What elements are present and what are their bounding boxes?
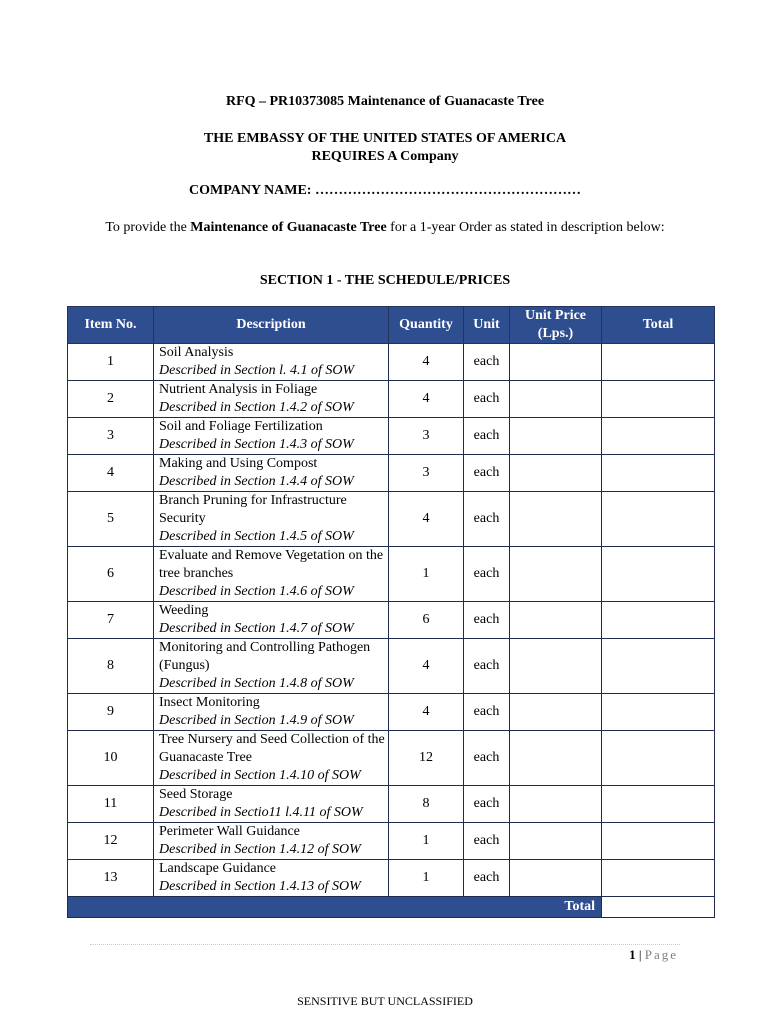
item-sow-reference: Described in Section 1.4.3 of SOW [159,437,354,452]
total-cell[interactable] [602,639,715,694]
unit-price-cell[interactable] [510,786,602,823]
company-name-field: COMPANY NAME: ………………………………………………… [189,183,581,198]
table-row [68,418,715,455]
footer-divider [90,944,680,945]
item-quantity: 4 [389,344,464,381]
table-row [68,344,715,381]
item-number: 8 [68,639,154,694]
table-header-row [68,307,715,344]
table-total-row [68,897,715,918]
item-quantity: 3 [389,455,464,492]
table-row [68,694,715,731]
item-unit: each [464,492,510,547]
item-quantity: 4 [389,381,464,418]
item-description [154,786,389,823]
total-cell[interactable] [602,602,715,639]
item-quantity: 4 [389,639,464,694]
item-number: 13 [68,860,154,897]
total-cell[interactable] [602,860,715,897]
item-number: 7 [68,602,154,639]
section-title: SECTION 1 - THE SCHEDULE/PRICES [259,273,511,288]
item-title: Monitoring and Controlling Pathogen (Fungus) [159,640,371,673]
table-row [68,786,715,823]
unit-price-cell[interactable] [510,418,602,455]
item-title: Branch Pruning for Infrastructure Security [159,493,347,526]
intro-suffix: for a 1-year Order as stated in description below: [386,220,665,235]
page-number-value: 1 [629,947,636,962]
total-cell[interactable] [602,823,715,860]
item-quantity: 8 [389,786,464,823]
item-sow-reference: Described in Section 1.4.7 of SOW [159,621,354,636]
item-description [154,547,389,602]
item-description [154,344,389,381]
intro-paragraph [90,219,680,237]
item-sow-reference: Described in Section 1.4.12 of SOW [159,842,361,857]
item-sow-reference: Described in Section 1.4.4 of SOW [159,474,354,489]
item-unit: each [464,786,510,823]
item-unit: each [464,418,510,455]
item-description [154,731,389,786]
item-description [154,823,389,860]
item-title: Soil Analysis [159,345,234,360]
table-row [68,547,715,602]
item-quantity: 1 [389,547,464,602]
unit-price-cell[interactable] [510,455,602,492]
total-cell[interactable] [602,694,715,731]
schedule-table [67,306,715,918]
item-quantity: 12 [389,731,464,786]
item-sow-reference: Described in Section 1.4.5 of SOW [159,529,354,544]
classification-footer: SENSITIVE BUT UNCLASSIFIED [297,994,473,1008]
page-separator: | [638,947,642,962]
header-total: Total [602,307,715,344]
document-title: RFQ – PR10373085 Maintenance of Guanacaste Tree [225,94,545,109]
item-quantity: 1 [389,823,464,860]
intro-prefix: To provide the [105,220,191,235]
item-number: 10 [68,731,154,786]
table-row [68,381,715,418]
embassy-line-2: REQUIRES A Company [311,149,459,164]
header-unit-price-line2: (Lps.) [537,326,574,341]
item-title: Evaluate and Remove Vegetation on the tree branches [159,548,384,581]
item-number: 1 [68,344,154,381]
total-cell[interactable] [602,381,715,418]
total-cell[interactable] [602,731,715,786]
unit-price-cell[interactable] [510,344,602,381]
item-description [154,694,389,731]
unit-price-cell[interactable] [510,860,602,897]
item-quantity: 6 [389,602,464,639]
item-description [154,455,389,492]
item-description [154,418,389,455]
item-unit: each [464,381,510,418]
item-quantity: 3 [389,418,464,455]
item-number: 9 [68,694,154,731]
item-unit: each [464,823,510,860]
unit-price-cell[interactable] [510,639,602,694]
table-row [68,731,715,786]
header-quantity: Quantity [389,307,464,344]
item-description [154,860,389,897]
header-unit-price-line1: Unit Price [524,308,587,323]
embassy-heading [0,130,770,166]
unit-price-cell[interactable] [510,602,602,639]
item-unit: each [464,639,510,694]
unit-price-cell[interactable] [510,547,602,602]
item-title: Soil and Foliage Fertilization [159,419,323,434]
item-quantity: 1 [389,860,464,897]
page-number [629,947,678,963]
item-title: Seed Storage [159,787,233,802]
header-item-no: Item No. [68,307,154,344]
embassy-line-1: THE EMBASSY OF THE UNITED STATES OF AMERICA [203,131,567,146]
item-sow-reference: Described in Sectio11 l.4.11 of SOW [159,805,363,820]
page-label: Page [644,947,678,962]
item-number: 11 [68,786,154,823]
item-unit: each [464,344,510,381]
unit-price-cell[interactable] [510,694,602,731]
item-sow-reference: Described in Section 1.4.13 of SOW [159,879,361,894]
item-unit: each [464,694,510,731]
item-unit: each [464,860,510,897]
unit-price-cell[interactable] [510,731,602,786]
item-number: 12 [68,823,154,860]
unit-price-cell[interactable] [510,381,602,418]
table-row [68,639,715,694]
header-unit: Unit [464,307,510,344]
table-row [68,823,715,860]
item-sow-reference: Described in Section 1.4.10 of SOW [159,768,361,783]
item-sow-reference: Described in Section 1.4.2 of SOW [159,400,354,415]
item-title: Perimeter Wall Guidance [159,824,300,839]
item-sow-reference: Described in Section l. 4.1 of SOW [159,363,355,378]
item-sow-reference: Described in Section 1.4.8 of SOW [159,676,354,691]
table-row [68,602,715,639]
item-unit: each [464,455,510,492]
header-unit-price [510,307,602,344]
item-sow-reference: Described in Section 1.4.6 of SOW [159,584,354,599]
item-description [154,492,389,547]
item-number: 4 [68,455,154,492]
item-title: Weeding [159,603,209,618]
total-cell[interactable] [602,344,715,381]
item-unit: each [464,547,510,602]
header-description: Description [154,307,389,344]
table-row [68,492,715,547]
total-cell[interactable] [602,547,715,602]
table-row [68,860,715,897]
total-cell[interactable] [602,418,715,455]
unit-price-cell[interactable] [510,823,602,860]
item-title: Nutrient Analysis in Foliage [159,382,318,397]
total-cell[interactable] [602,455,715,492]
total-cell[interactable] [602,492,715,547]
item-description [154,602,389,639]
item-title: Making and Using Compost [159,456,318,471]
item-number: 3 [68,418,154,455]
grand-total-cell[interactable] [602,897,715,918]
item-number: 6 [68,547,154,602]
item-unit: each [464,731,510,786]
item-unit: each [464,602,510,639]
item-description [154,381,389,418]
item-title: Insect Monitoring [159,695,260,710]
total-label: Total [68,897,602,918]
item-number: 2 [68,381,154,418]
item-sow-reference: Described in Section 1.4.9 of SOW [159,713,354,728]
item-quantity: 4 [389,492,464,547]
item-title: Landscape Guidance [159,861,276,876]
table-row [68,455,715,492]
item-title: Tree Nursery and Seed Collection of the Guanacaste Tree [159,732,385,765]
total-cell[interactable] [602,786,715,823]
item-description [154,639,389,694]
intro-service-name: Maintenance of Guanacaste Tree [190,220,387,235]
item-quantity: 4 [389,694,464,731]
unit-price-cell[interactable] [510,492,602,547]
item-number: 5 [68,492,154,547]
